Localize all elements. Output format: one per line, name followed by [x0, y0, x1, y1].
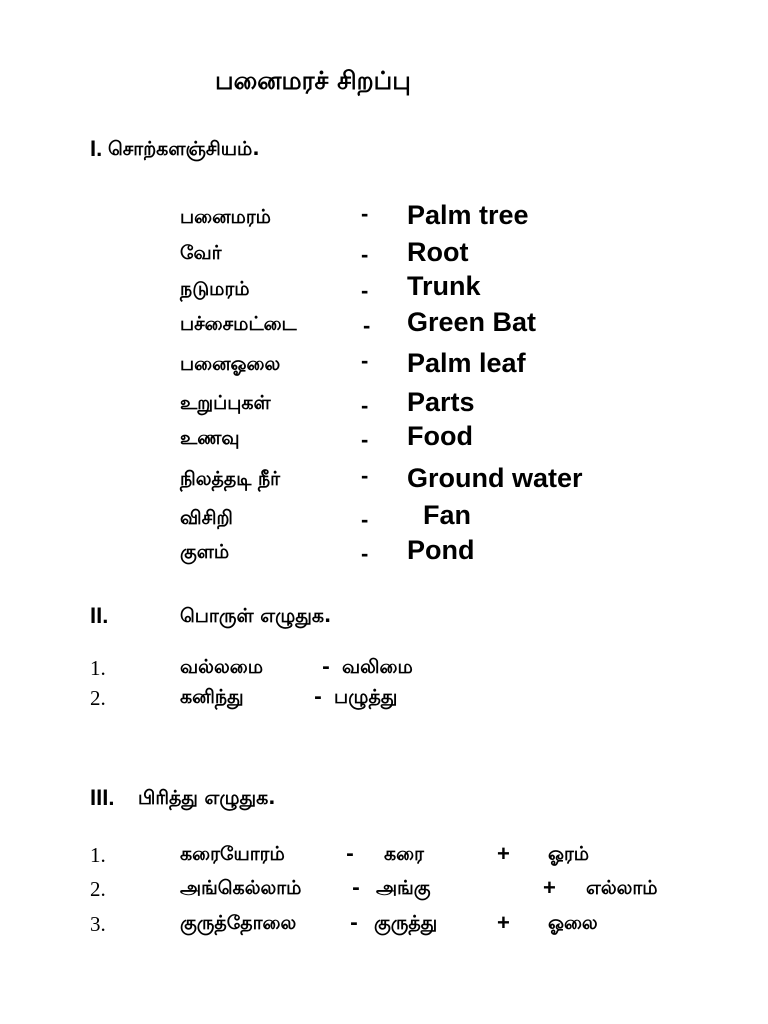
section-heading: பொருள் எழுதுக. — [180, 605, 332, 627]
word: வல்லமை — [180, 656, 263, 678]
english-word: Ground water — [407, 463, 583, 493]
word: கரையோரம் — [180, 843, 285, 865]
plus-sign: + — [497, 910, 510, 935]
separator: - — [361, 201, 369, 226]
item-number: 1. — [90, 843, 106, 867]
separator: - — [361, 427, 369, 452]
tamil-word: குளம் — [180, 541, 230, 563]
part-two: ஓரம் — [548, 843, 590, 865]
english-word: Parts — [407, 387, 475, 417]
tamil-word: வேர் — [180, 242, 222, 264]
separator: - — [363, 313, 371, 338]
english-word: Palm tree — [407, 200, 529, 230]
tamil-word: பனைஓலை — [180, 353, 281, 375]
separator: - — [361, 541, 369, 566]
item-number: 3. — [90, 912, 106, 936]
english-word: Root — [407, 237, 469, 267]
section-numeral: III. — [90, 785, 115, 810]
part-one: குருத்து — [374, 912, 438, 934]
page-title: பனைமரச் சிறப்பு — [215, 66, 411, 95]
separator: - — [361, 463, 369, 488]
part-one: கரை — [384, 843, 424, 865]
english-word: Green Bat — [407, 307, 537, 337]
item-number: 1. — [90, 656, 106, 680]
tamil-word: பச்சைமட்டை — [180, 313, 297, 335]
section-numeral: I. — [90, 136, 103, 161]
separator: - — [322, 656, 330, 678]
meaning: பழுத்து — [334, 686, 398, 708]
tamil-word: உறுப்புகள் — [180, 392, 271, 414]
part-two: ஓலை — [548, 912, 598, 934]
english-word: Palm leaf — [407, 348, 526, 378]
part-one: அங்கு — [376, 877, 431, 899]
tamil-word: பனைமரம் — [180, 206, 271, 228]
plus-sign: + — [497, 841, 510, 866]
separator: - — [361, 348, 369, 373]
tamil-word: விசிறி — [180, 507, 233, 529]
word: அங்கெல்லாம் — [180, 877, 302, 899]
meaning: வலிமை — [342, 656, 413, 678]
separator: - — [361, 507, 369, 532]
separator: - — [350, 912, 358, 934]
english-word: Fan — [423, 500, 472, 530]
section-heading: பிரித்து எழுதுக. — [138, 787, 276, 809]
part-two: எல்லாம் — [586, 877, 658, 899]
section-heading: சொற்களஞ்சியம். — [108, 138, 260, 160]
separator: - — [361, 242, 369, 267]
english-word: Food — [407, 421, 473, 451]
separator: - — [352, 877, 360, 899]
separator: - — [314, 686, 322, 708]
item-number: 2. — [90, 686, 106, 710]
english-word: Trunk — [407, 271, 481, 301]
tamil-word: நடுமரம் — [180, 278, 250, 300]
english-word: Pond — [407, 535, 475, 565]
separator: - — [361, 278, 369, 303]
separator: - — [361, 393, 369, 418]
tamil-word: உணவு — [180, 427, 240, 449]
section-numeral: II. — [90, 603, 109, 628]
separator: - — [346, 843, 354, 865]
tamil-word: நிலத்தடி நீர் — [180, 468, 281, 490]
item-number: 2. — [90, 877, 106, 901]
word: குருத்தோலை — [180, 912, 297, 934]
plus-sign: + — [543, 875, 556, 900]
word: கனிந்து — [180, 686, 244, 708]
